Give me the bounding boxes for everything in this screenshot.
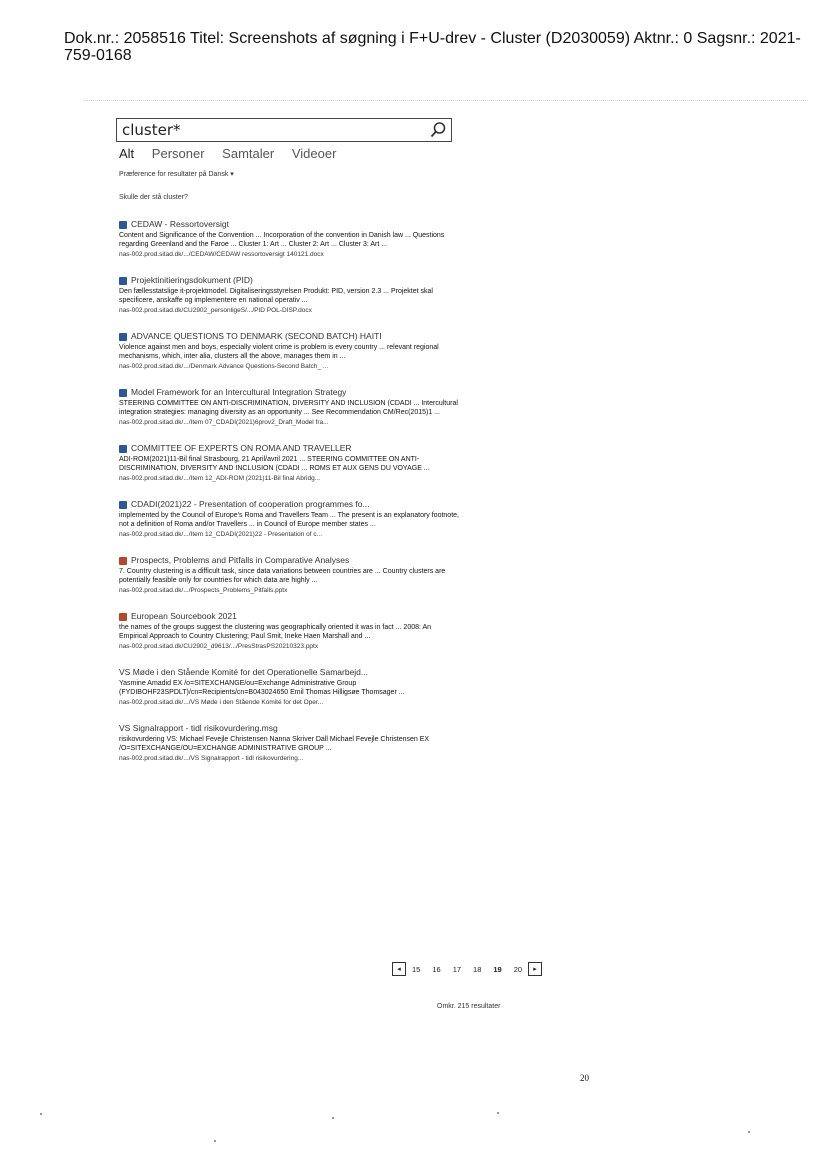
word-doc-icon — [119, 277, 127, 285]
result-title[interactable]: COMMITTEE OF EXPERTS ON ROMA AND TRAVELLER — [131, 443, 352, 453]
page-number: 20 — [580, 1073, 589, 1083]
result-url: nas-002.prod.sitad.dk/.../Denmark Advance Questions-Second Batch_ ... — [119, 363, 329, 370]
result-snippet: Yasmine Amadid EX /o=SITEXCHANGE/ou=Exchange Administrative Group (FYDIBOHF23SPDLT)/cn=Recipients/cn=B043024650 Emil Thomas Hilligsøe Thomsager ... — [119, 680, 405, 696]
result-snippet: implemented by the Council of Europe's Roma and Travellers Team ... The present is an explanatory footnote, not a definition of Roma and/or Travellers ... in Council of Europe member states ... — [119, 512, 459, 528]
result-item — [119, 499, 459, 539]
result-snippet: 7. Country clustering is a difficult task, since data variations between countries are ... Country clusters are potentially feasible only for countries for which data are highly ... — [119, 568, 446, 584]
result-url: nas-002.prod.sitad.dk/.../Prospects_Problems_Pitfalls.pptx — [119, 587, 288, 594]
scan-speck — [214, 1140, 216, 1142]
result-item — [119, 219, 459, 259]
word-doc-icon — [119, 333, 127, 341]
word-doc-icon — [119, 445, 127, 453]
powerpoint-icon — [119, 613, 127, 621]
pagination — [392, 962, 542, 976]
prev-page-button[interactable]: ◂ — [392, 962, 406, 976]
result-title[interactable]: CEDAW - Ressortoversigt — [131, 219, 229, 229]
scan-speck — [497, 1112, 499, 1114]
page-link[interactable]: 17 — [452, 964, 462, 974]
result-title[interactable]: European Sourcebook 2021 — [131, 611, 237, 621]
word-doc-icon — [119, 501, 127, 509]
document-header: Dok.nr.: 2058516 Titel: Screenshots af søgning i F+U-drev - Cluster (D2030059) Aktnr.: 0 Sagsnr.: 2021-759-0168 — [64, 30, 801, 64]
result-url: nas-002.prod.sitad.dk/.../Item 12_CDADI(2021)22 - Presentation of c... — [119, 531, 323, 538]
result-item — [119, 387, 459, 427]
result-snippet: Content and Significance of the Convention ... Incorporation of the convention in Danish law ... Questions regarding Greenland and the Faroe ... Cluster 1: Art ... Cluster 2: Art ... Cluster 3: Art ... — [119, 232, 445, 248]
page-link[interactable]: 18 — [473, 964, 482, 974]
powerpoint-icon — [119, 557, 127, 565]
tab-videoer[interactable]: Videoer — [291, 146, 337, 161]
result-title[interactable]: Prospects, Problems and Pitfalls in Comparative Analyses — [131, 555, 350, 565]
results-list — [119, 219, 459, 779]
result-url: nas-002.prod.sitad.dk/.../CEDAW/CEDAW ressortoversigt 140121.docx — [119, 251, 324, 258]
word-doc-icon — [119, 221, 127, 229]
result-url: nas-002.prod.sitad.dk/CU2902_personligeS/.../PID POL-DISP.docx — [119, 307, 312, 314]
did-you-mean[interactable]: Skulle der stå cluster? — [119, 194, 188, 201]
result-snippet: ADI-ROM(2021)11-Bil final Strasbourg, 21 April/avril 2021 ... STEERING COMMITTEE ON ANTI-DISCRIMINATION, DIVERSITY AND INCLUSION (CDADI ... ROMS ET AUX GENS DU VOYAGE ... — [119, 456, 430, 472]
result-item — [119, 555, 459, 595]
result-url: nas-002.prod.sitad.dk/.../Item 12_ADI-ROM (2021)11-Bil final Abridg... — [119, 475, 321, 482]
result-url: nas-002.prod.sitad.dk/.../VS Signalrapport - tidl risikovurdering... — [119, 755, 304, 762]
separator-line — [84, 100, 808, 101]
result-item — [119, 275, 459, 315]
page-link[interactable]: 20 — [513, 964, 523, 974]
result-item — [119, 723, 459, 763]
result-title[interactable]: ADVANCE QUESTIONS TO DENMARK (SECOND BATCH) HAITI — [131, 331, 382, 341]
scan-speck — [40, 1113, 42, 1115]
page-link[interactable]: 16 — [432, 964, 441, 974]
word-doc-icon — [119, 389, 127, 397]
result-snippet: Violence against men and boys, especially violent crime is problem is every country ... relevant regional mechanisms, which, inter alia, clusters all the above, manages them in ... — [119, 344, 439, 360]
search-input[interactable] — [116, 118, 452, 142]
scan-speck — [332, 1117, 334, 1119]
result-title[interactable]: VS Møde i den Stående Komité for det Operationelle Samarbejd... — [119, 667, 368, 677]
tab-personer[interactable]: Personer — [151, 146, 205, 161]
language-preference[interactable]: Præference for resultater på Dansk ▾ — [119, 171, 234, 178]
search-query[interactable]: cluster* — [122, 121, 181, 139]
result-url: nas-002.prod.sitad.dk/.../Item 07_CDADI(2021)6prov2_Draft_Model fra... — [119, 419, 329, 426]
result-url: nas-002.prod.sitad.dk/CU2902_d9613/.../PresStrasPS20210323.pptx — [119, 643, 319, 650]
result-title[interactable]: Model Framework for an Intercultural Integration Strategy — [131, 387, 347, 397]
result-snippet: risikovurdering VS: Michael Fevejle Christensen Nanna Skriver Dall Michael Fevejle Christensen EX /O=SITEXCHANGE/OU=EXCHANGE ADMINISTRATIVE GROUP ... — [119, 736, 430, 752]
result-url: nas-002.prod.sitad.dk/.../VS Møde i den Stående Komité for det Oper... — [119, 699, 324, 706]
result-item — [119, 443, 459, 483]
result-item — [119, 331, 459, 371]
result-title[interactable]: Projektinitieringsdokument (PID) — [131, 275, 253, 285]
current-page: 19 — [493, 964, 502, 974]
result-title[interactable]: CDADI(2021)22 - Presentation of cooperation programmes fo... — [131, 499, 370, 509]
page-link[interactable]: 15 — [412, 964, 421, 974]
tab-samtaler[interactable]: Samtaler — [222, 146, 275, 161]
tab-alt[interactable]: Alt — [119, 146, 135, 161]
result-snippet: Den fællesstatslige it-projektmodel. Digitaliseringsstyrelsen Produkt: PID, version 2.3 ... Projektet skal specificere, anskaffe og implementere en national operativ ... — [119, 288, 433, 304]
result-snippet: the names of the groups suggest the clustering was geographically oriented it was in fact ... 2008: An Empirical Approach to Country Clustering; Paul Smit, Ineke Haen Marshall and ... — [119, 624, 432, 640]
scan-speck — [748, 1131, 750, 1133]
result-title[interactable]: VS Signalrapport - tidl risikovurdering.msg — [119, 723, 278, 733]
search-icon[interactable] — [429, 121, 447, 139]
result-snippet: STEERING COMMITTEE ON ANTI-DISCRIMINATION, DIVERSITY AND INCLUSION (CDADI ... Intercultural integration strategies: managing diversity as an opportunity ... See Recommendation CM/Rec(2015)1 ... — [119, 400, 458, 416]
result-item — [119, 611, 459, 651]
search-tabs — [119, 146, 350, 161]
result-count: Omkr. 215 resultater — [437, 1003, 501, 1010]
next-page-button[interactable]: ▸ — [528, 962, 542, 976]
result-item — [119, 667, 459, 707]
